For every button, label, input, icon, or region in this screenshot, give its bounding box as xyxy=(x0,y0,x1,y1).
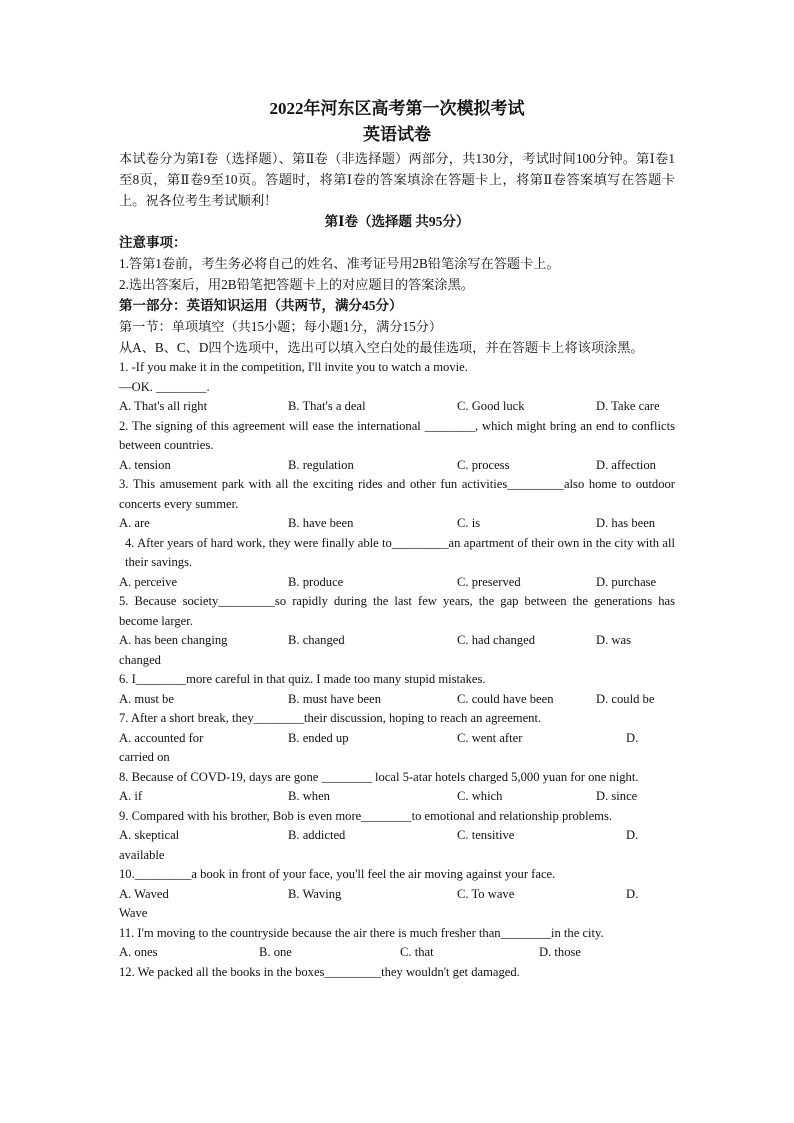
option-b: B. ended up xyxy=(288,730,349,745)
option-d xyxy=(596,631,675,651)
question-2-stem: 2. The signing of this agreement will ease the international ________, which might bring an end to conflicts between countries. xyxy=(119,418,675,452)
exam-subtitle: 英语试卷 xyxy=(363,125,431,144)
part-1-heading: 第一部分：英语知识运用（共两节，满分45分） xyxy=(119,298,403,313)
option-a: A. are xyxy=(119,516,150,530)
option-c: C. is xyxy=(457,516,481,530)
section-header: 第Ⅰ卷（选择题 共95分） xyxy=(324,214,470,229)
question-9-options xyxy=(119,826,675,846)
option-d: D. xyxy=(626,828,639,842)
question-10-option-d-cont: Wave xyxy=(119,906,148,920)
option-c: C. tensitive xyxy=(457,828,515,842)
option-c: C. had changed xyxy=(457,633,535,647)
option-b: B. when xyxy=(288,789,330,803)
option-d: D. xyxy=(626,886,639,901)
question-8-options xyxy=(119,787,675,807)
option-d-word: was xyxy=(611,633,631,647)
instruction: 从A、B、C、D四个选项中，选出可以填入空白处的最佳选项，并在答题卡上将该项涂黑。 xyxy=(119,340,644,355)
option-c: C. Good luck xyxy=(457,399,525,413)
option-c: C. went after xyxy=(457,730,523,745)
question-4-options xyxy=(119,573,675,593)
note-1: 1.答第1卷前，考生务必将自己的姓名、准考证号用2B铅笔涂写在答题卡上。 xyxy=(119,256,560,271)
section-1-heading: 第一节：单项填空（共15小题；每小题1分，满分15分） xyxy=(119,319,443,334)
option-a: A. skeptical xyxy=(119,828,180,842)
question-5-options xyxy=(119,631,675,651)
question-7-options xyxy=(119,729,675,749)
option-c: C. preserved xyxy=(457,574,521,589)
option-a: A. Waved xyxy=(119,886,169,901)
question-1-stem-2: —OK. ________. xyxy=(119,379,210,394)
option-b: B. changed xyxy=(288,633,345,647)
option-a: A. ones xyxy=(119,945,158,959)
option-d: D. since xyxy=(596,789,638,803)
question-9-option-d-cont: available xyxy=(119,847,165,862)
question-12-stem: 12. We packed all the books in the boxes_________they wouldn't get damaged. xyxy=(119,964,520,979)
question-1-options xyxy=(119,397,675,417)
option-d: D. has been xyxy=(596,516,656,530)
question-9-stem: 9. Compared with his brother, Bob is even more________to emotional and relationship problems. xyxy=(119,808,613,823)
question-5-stem: 5. Because society_________so rapidly during the last few years, the gap between the generations has become larger. xyxy=(119,594,675,628)
option-c: C. To wave xyxy=(457,886,515,901)
question-7-option-d-cont: carried on xyxy=(119,750,170,764)
question-4-stem: 4. After years of hard work, they were finally able to_________an apartment of their own in the city with all their savings. xyxy=(125,535,675,569)
option-a: A. accounted for xyxy=(119,730,204,745)
option-d: D. purchase xyxy=(596,574,657,589)
exam-title: 2022年河东区高考第一次模拟考试 xyxy=(269,99,525,118)
option-a: A. That's all right xyxy=(119,399,208,413)
question-6-options xyxy=(119,690,675,710)
question-8-stem: 8. Because of COVD-19, days are gone ________ local 5-atar hotels charged 5,000 yuan for one night. xyxy=(119,769,639,784)
option-c: C. process xyxy=(457,457,510,472)
option-d: D. those xyxy=(539,945,581,959)
notes-title: 注意事项： xyxy=(119,235,187,250)
question-10-options xyxy=(119,885,675,905)
option-d: D. could be xyxy=(596,691,655,706)
question-5-option-d-cont: changed xyxy=(119,652,161,667)
question-7-stem: 7. After a short break, they________their discussion, hoping to reach an agreement. xyxy=(119,711,542,725)
option-b: B. addicted xyxy=(288,828,346,842)
question-2-options xyxy=(119,456,675,476)
option-a: A. tension xyxy=(119,457,171,472)
option-b: B. Waving xyxy=(288,886,342,901)
option-b: B. That's a deal xyxy=(288,399,366,413)
option-a: A. must be xyxy=(119,691,174,706)
question-11-stem: 11. I'm moving to the countryside because the air there is much fresher than________in the city. xyxy=(119,925,604,940)
question-3-stem: 3. This amusement park with all the exciting rides and other fun activities_________also home to outdoor concerts every summer. xyxy=(119,477,675,511)
question-1-stem: 1. -If you make it in the competition, I'll invite you to watch a movie. xyxy=(119,360,468,374)
question-3-options xyxy=(119,514,675,534)
option-c: C. could have been xyxy=(457,691,554,706)
option-c: C. which xyxy=(457,789,503,803)
option-a: A. has been changing xyxy=(119,633,228,647)
note-2: 2.选出答案后，用2B铅笔把答题卡上的对应题目的答案涂黑。 xyxy=(119,277,474,292)
option-b: B. produce xyxy=(288,574,344,589)
question-11-options xyxy=(119,943,675,963)
option-d: D. affection xyxy=(596,457,656,472)
option-d-letter: D. xyxy=(596,633,609,647)
question-10-stem: 10._________a book in front of your face, you'll feel the air moving against your face. xyxy=(119,867,556,881)
option-b: B. have been xyxy=(288,516,354,530)
option-c: C. that xyxy=(400,945,434,959)
option-b: B. one xyxy=(259,945,292,959)
option-d: D. Take care xyxy=(596,399,660,413)
intro-paragraph: 本试卷分为第Ⅰ卷（选择题）、第Ⅱ卷（非选择题）两部分，共130分，考试时间100分钟。第Ⅰ卷1至8页，第Ⅱ卷9至10页。答题时，将第Ⅰ卷的答案填涂在答题卡上，将第Ⅱ卷答案填写在答题卡上。祝各位考生考试顺利！ xyxy=(119,151,675,208)
option-b: B. regulation xyxy=(288,457,354,472)
option-a: A. if xyxy=(119,789,143,803)
exam-page xyxy=(119,98,675,982)
option-a: A. perceive xyxy=(119,574,178,589)
option-d: D. xyxy=(626,730,639,745)
option-b: B. must have been xyxy=(288,691,382,706)
question-6-stem: 6. I________more careful in that quiz. I made too many stupid mistakes. xyxy=(119,672,486,686)
